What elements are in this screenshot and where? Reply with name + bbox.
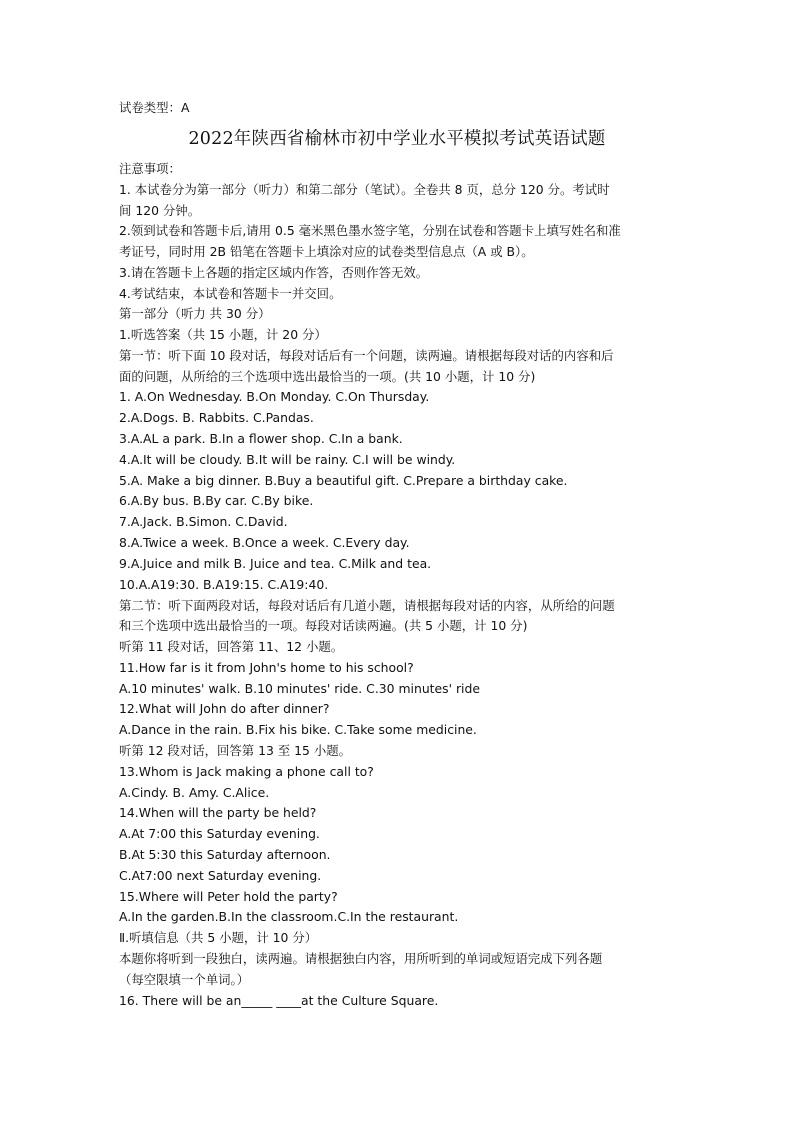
instruction-line: 面的问题，从所给的三个选项中选出最恰当的一项。(共 10 小题，计 10 分) (119, 369, 536, 384)
question-line: 15.Where will Peter hold the party? (119, 889, 338, 904)
question-line: 13.Whom is Jack making a phone call to? (119, 764, 374, 779)
question-line: 12.What will John do after dinner? (119, 701, 330, 716)
answer-options: A.In the garden.B.In the classroom.C.In the restaurant. (119, 909, 459, 924)
question-line: 7.A.Jack. B.Simon. C.David. (119, 514, 288, 529)
question-line: 5.A. Make a big dinner. B.Buy a beautiful gift. C.Prepare a birthday cake. (119, 473, 568, 488)
answer-options: A.10 minutes' walk. B.10 minutes' ride. C.30 minutes' ride (119, 681, 480, 696)
question-line: 8.A.Twice a week. B.Once a week. C.Every day. (119, 535, 410, 550)
instruction-line: 听第 11 段对话，回答第 11、12 小题。 (119, 639, 344, 654)
question-line: 6.A.By bus. B.By car. C.By bike. (119, 493, 314, 508)
question-line: 16. There will be an_____ ____at the Culture Square. (119, 993, 439, 1008)
paper-type-label: 试卷类型：A (119, 100, 190, 115)
text-line: 3.请在答题卡上各题的指定区域内作答，否则作答无效。 (119, 265, 429, 280)
instruction-line: （每空限填一个单词。） (119, 972, 250, 987)
answer-option: C.At7:00 next Saturday evening. (119, 868, 322, 883)
instruction-line: 本题你将听到一段独白，读两遍。请根据独白内容，用所听到的单词或短语完成下列各题 (119, 951, 603, 966)
answer-options: A.Cindy. B. Amy. C.Alice. (119, 785, 270, 800)
question-line: 14.When will the party be held? (119, 805, 317, 820)
question-line: 1. A.On Wednesday. B.On Monday. C.On Thursday. (119, 389, 430, 404)
text-line: 注意事项： (119, 161, 181, 176)
instruction-line: 第一节：听下面 10 段对话，每段对话后有一个问题，读两遍。请根据每段对话的内容和后 (119, 348, 614, 363)
instruction-line: 和三个选项中选出最恰当的一项。每段对话读两遍。(共 5 小题，计 10 分) (119, 618, 528, 633)
text-line: 1. 本试卷分为第一部分（听力）和第二部分（笔试）。全卷共 8 页，总分 120 分。考试时 (119, 182, 610, 197)
text-line: 2.领到试卷和答题卡后,请用 0.5 毫米黑色墨水签字笔，分别在试卷和答题卡上填写姓名和准 (119, 223, 621, 238)
text-line: 考证号，同时用 2B 铅笔在答题卡上填涂对应的试卷类型信息点（A 或 B）。 (119, 244, 534, 259)
section-heading: 1.听选答案（共 15 小题，计 20 分） (119, 327, 327, 342)
page-title: 2022年陕西省榆林市初中学业水平模拟考试英语试题 (188, 129, 606, 149)
question-line: 10.A.A19:30. B.A19:15. C.A19:40. (119, 577, 329, 592)
text-line: 4.考试结束，本试卷和答题卡一并交回。 (119, 286, 342, 301)
instruction-line: 第二节：听下面两段对话，每段对话后有几道小题，请根据每段对话的内容，从所给的问题 (119, 598, 615, 613)
answer-option: B.At 5:30 this Saturday afternoon. (119, 847, 331, 862)
question-line: 11.How far is it from John's home to his school? (119, 660, 414, 675)
section-heading: 第一部分（听力 共 30 分） (119, 306, 271, 321)
instruction-line: 听第 12 段对话，回答第 13 至 15 小题。 (119, 743, 352, 758)
question-line: 9.A.Juice and milk B. Juice and tea. C.Milk and tea. (119, 556, 432, 571)
question-line: 2.A.Dogs. B. Rabbits. C.Pandas. (119, 410, 314, 425)
text-line: 间 120 分钟。 (119, 203, 201, 218)
question-line: 4.A.It will be cloudy. B.It will be rainy. C.I will be windy. (119, 452, 456, 467)
answer-option: A.At 7:00 this Saturday evening. (119, 826, 320, 841)
answer-options: A.Dance in the rain. B.Fix his bike. C.Take some medicine. (119, 722, 477, 737)
question-line: 3.A.AL a park. B.In a flower shop. C.In a bank. (119, 431, 403, 446)
section-heading: Ⅱ.听填信息（共 5 小题，计 10 分） (119, 930, 318, 945)
